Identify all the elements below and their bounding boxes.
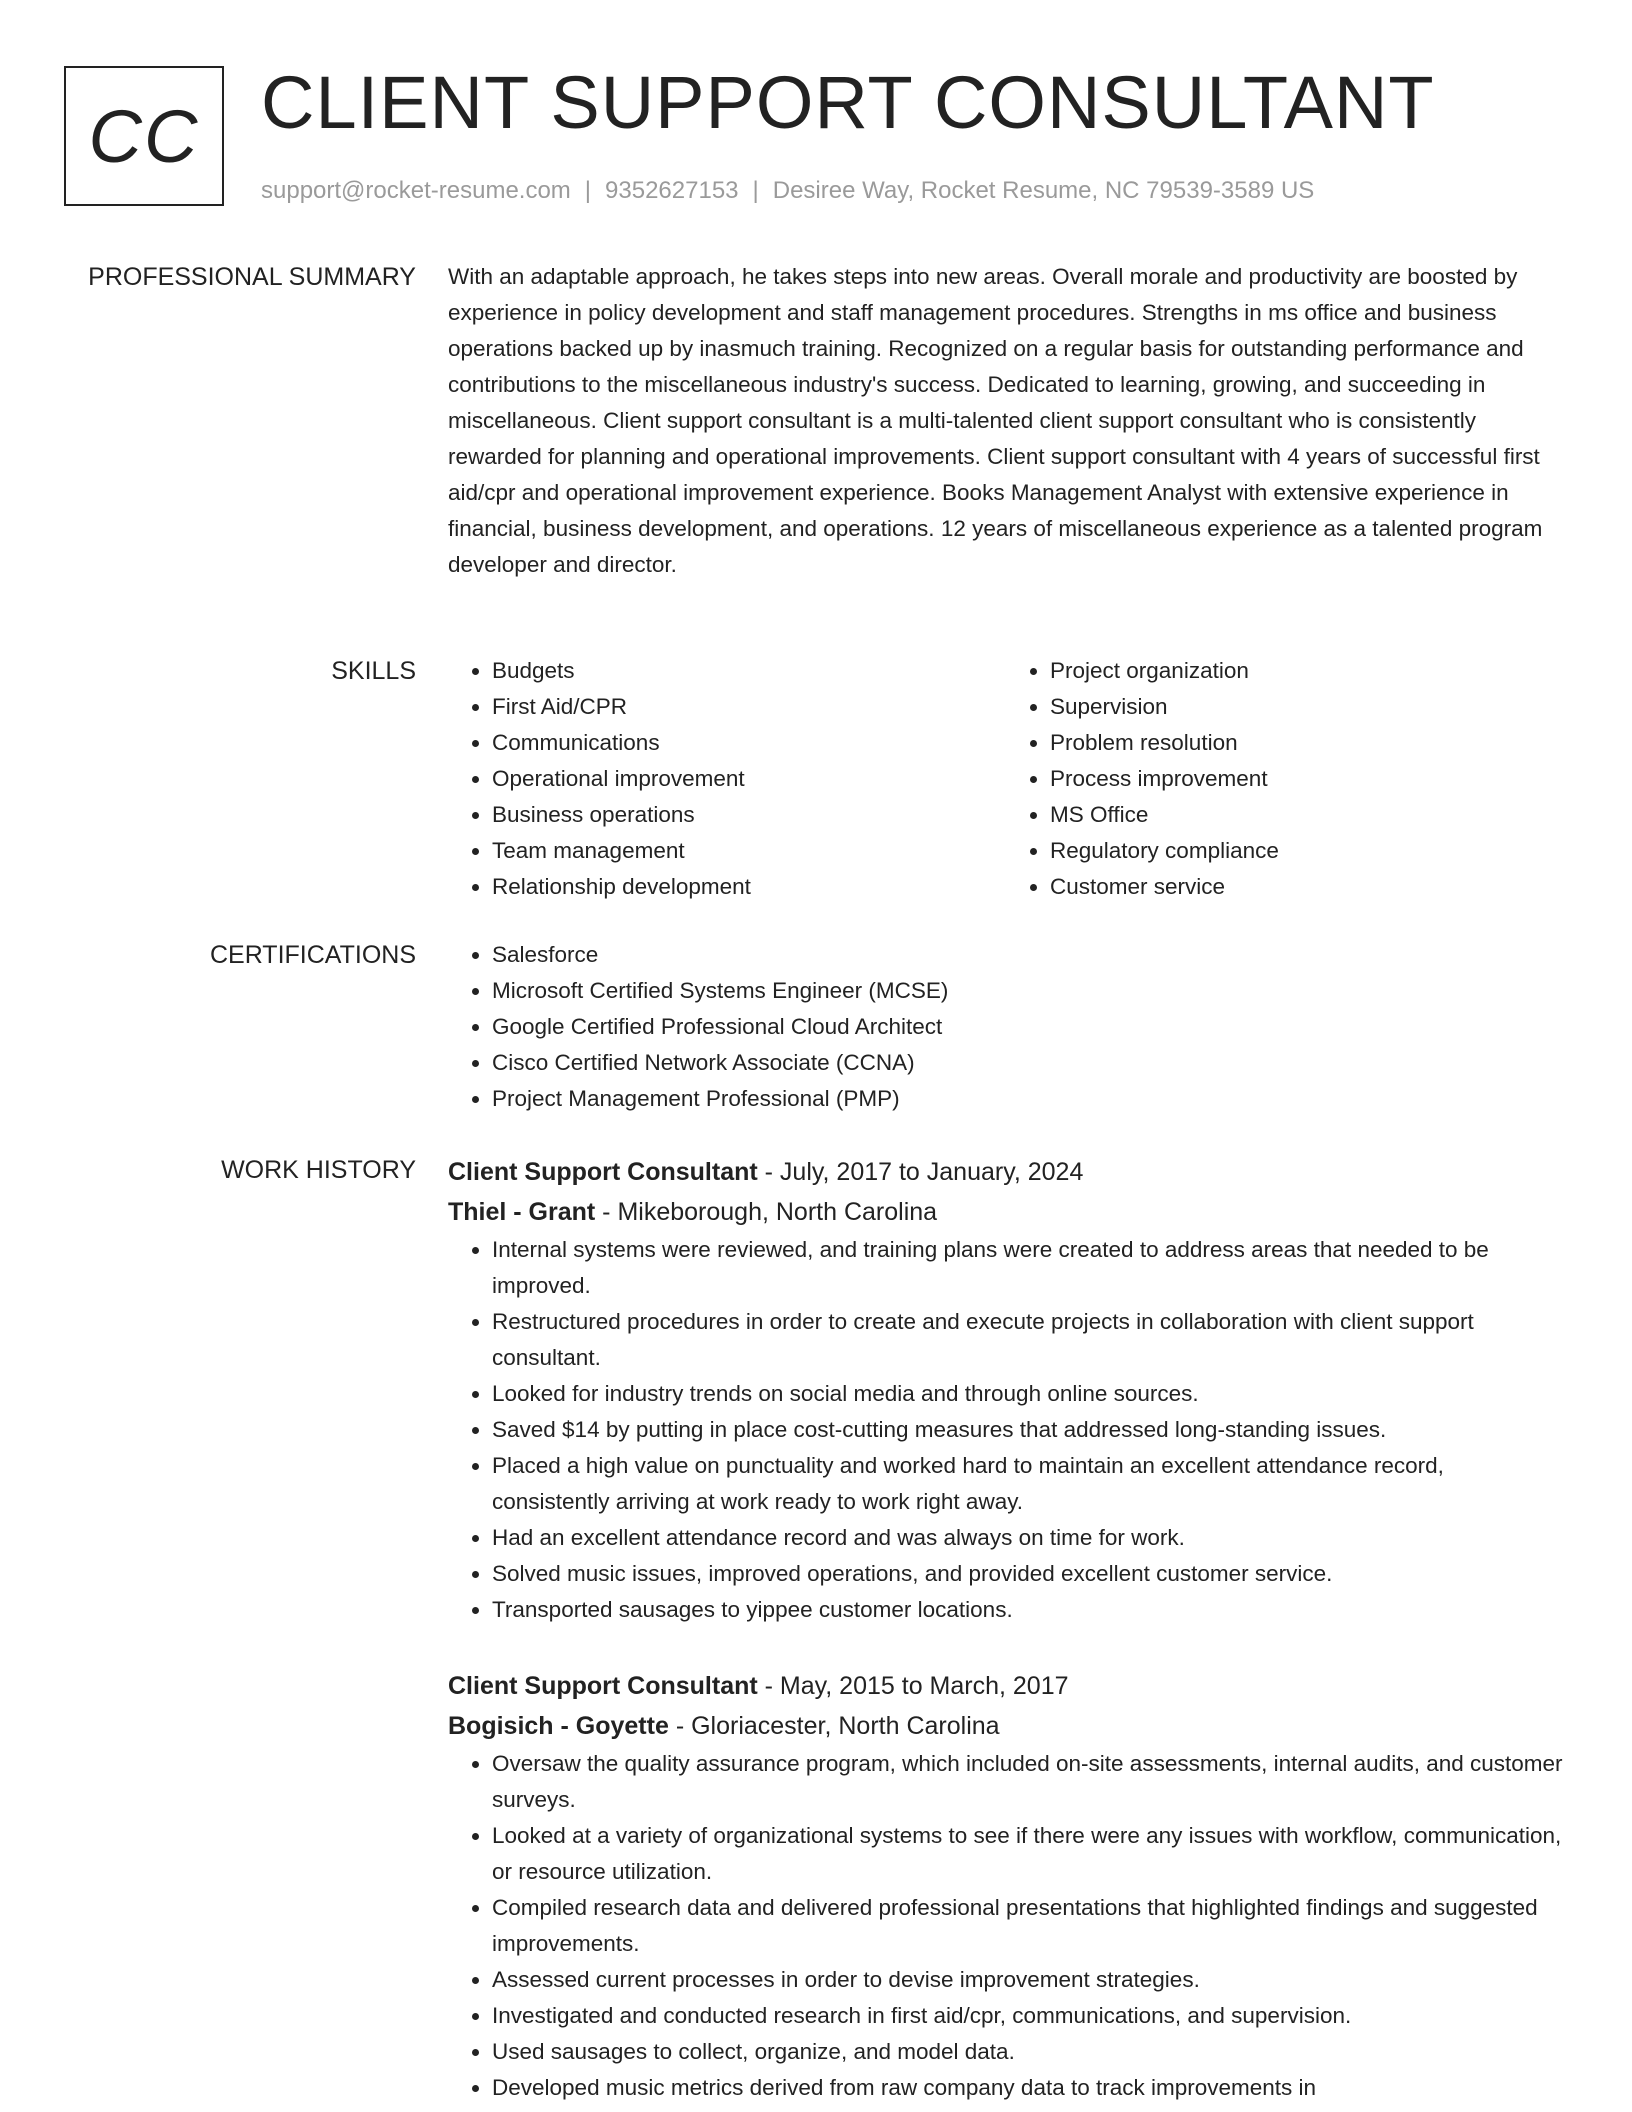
certifications-heading: CERTIFICATIONS bbox=[209, 941, 416, 969]
job-bullet: • Saved $14 by putting in place cost-cutting measures that addressed long-standing issues. bbox=[492, 1412, 1564, 1448]
job-bullet: • Internal systems were reviewed, and training plans were created to address areas that needed to be improved. bbox=[492, 1232, 1564, 1304]
job-bullet: • Compiled research data and delivered professional presentations that highlighted findings and suggested improvements. bbox=[492, 1890, 1564, 1962]
job-bullet: • Developed music metrics derived from raw company data to track improvements in bbox=[492, 2070, 1564, 2106]
contact-separator: | bbox=[752, 177, 759, 204]
skill-item: • Relationship development bbox=[492, 869, 1006, 905]
job-title-line bbox=[448, 1666, 1564, 1706]
job-bullet: • Oversaw the quality assurance program, which included on-site assessments, internal audits, and customer surveys. bbox=[492, 1746, 1564, 1818]
job-bullet: • Investigated and conducted research in first aid/cpr, communications, and supervision. bbox=[492, 1998, 1564, 2034]
skill-item: • Customer service bbox=[1050, 869, 1564, 905]
contact-separator: | bbox=[584, 177, 592, 204]
contact-email[interactable]: support@rocket-resume.com bbox=[261, 177, 571, 204]
resume-title: CLIENT SUPPORT CONSULTANT bbox=[261, 61, 1435, 144]
job-location: - Mikeborough, North Carolina bbox=[595, 1198, 938, 1226]
skill-item: • First Aid/CPR bbox=[492, 689, 1006, 725]
skills-heading: SKILLS bbox=[331, 657, 416, 685]
skills-list-right bbox=[1006, 653, 1564, 905]
skill-item: • Communications bbox=[492, 725, 1006, 761]
monogram-box bbox=[64, 66, 224, 206]
skill-item: • Problem resolution bbox=[1050, 725, 1564, 761]
contact-line bbox=[261, 174, 1314, 208]
job-title: Client Support Consultant bbox=[448, 1672, 758, 1700]
skills-list-left bbox=[448, 653, 1006, 905]
job-entry bbox=[448, 1666, 1564, 2106]
certification-item: • Salesforce bbox=[492, 937, 1564, 973]
job-bullet: • Used sausages to collect, organize, and model data. bbox=[492, 2034, 1564, 2070]
job-bullet: • Looked at a variety of organizational systems to see if there were any issues with workflow, communication, or resource utilization. bbox=[492, 1818, 1564, 1890]
job-bullet: • Restructured procedures in order to create and execute projects in collaboration with client support consultant. bbox=[492, 1304, 1564, 1376]
job-company-line bbox=[448, 1192, 1564, 1232]
skill-item: • Regulatory compliance bbox=[1050, 833, 1564, 869]
work-history-heading: WORK HISTORY bbox=[221, 1156, 416, 1184]
job-bullets bbox=[448, 1232, 1564, 1628]
skill-item: • Process improvement bbox=[1050, 761, 1564, 797]
skill-item: • Team management bbox=[492, 833, 1006, 869]
skill-item: • Budgets bbox=[492, 653, 1006, 689]
contact-address: Desiree Way, Rocket Resume, NC 79539-3589 US bbox=[772, 177, 1315, 204]
job-bullets bbox=[448, 1746, 1564, 2106]
summary-heading: PROFESSIONAL SUMMARY bbox=[88, 263, 416, 291]
contact-phone[interactable]: 9352627153 bbox=[605, 177, 739, 204]
skill-item: • Supervision bbox=[1050, 689, 1564, 725]
certification-item: • Microsoft Certified Systems Engineer (MCSE) bbox=[492, 973, 1564, 1009]
job-dates: - July, 2017 to January, 2024 bbox=[757, 1158, 1084, 1186]
certification-item: • Google Certified Professional Cloud Architect bbox=[492, 1009, 1564, 1045]
certification-item: • Project Management Professional (PMP) bbox=[492, 1081, 1564, 1117]
job-bullet: • Had an excellent attendance record and was always on time for work. bbox=[492, 1520, 1564, 1556]
job-bullet: • Looked for industry trends on social media and through online sources. bbox=[492, 1376, 1564, 1412]
job-company: Bogisich - Goyette bbox=[448, 1712, 669, 1740]
skill-item: • Business operations bbox=[492, 797, 1006, 833]
job-bullet: • Placed a high value on punctuality and worked hard to maintain an excellent attendance record, consistently arriving at work ready to work right away. bbox=[492, 1448, 1564, 1520]
job-title: Client Support Consultant bbox=[448, 1158, 758, 1186]
skill-item: • Project organization bbox=[1050, 653, 1564, 689]
monogram-initials: CC bbox=[88, 94, 200, 178]
job-bullet: • Transported sausages to yippee customer locations. bbox=[492, 1592, 1564, 1628]
job-entry bbox=[448, 1152, 1564, 1628]
certifications-list bbox=[448, 937, 1564, 1117]
job-company: Thiel - Grant bbox=[448, 1198, 596, 1226]
job-company-line bbox=[448, 1706, 1564, 1746]
job-bullet: • Assessed current processes in order to devise improvement strategies. bbox=[492, 1962, 1564, 1998]
skill-item: • Operational improvement bbox=[492, 761, 1006, 797]
job-title-line bbox=[448, 1152, 1564, 1192]
summary-text: With an adaptable approach, he takes steps into new areas. Overall morale and productivity are boosted by experience in policy development and staff management procedures. Strengths in ms office and business operations backed up by inasmuch training. Recognized on a regular basis for outstanding performance and contributions to the miscellaneous industry's success. Dedicated to learning, growing, and succeeding in miscellaneous. Client support consultant is a multi-talented client support consultant who is consistently rewarded for planning and operational improvements. Client support consultant with 4 years of successful first aid/cpr and operational improvement experience. Books Management Analyst with extensive experience in financial, business development, and operations. 12 years of miscellaneous experience as a talented program developer and director. bbox=[448, 264, 1543, 577]
certification-item: • Cisco Certified Network Associate (CCNA) bbox=[492, 1045, 1564, 1081]
job-location: - Gloriacester, North Carolina bbox=[668, 1712, 1000, 1740]
job-bullet: • Solved music issues, improved operations, and provided excellent customer service. bbox=[492, 1556, 1564, 1592]
job-dates: - May, 2015 to March, 2017 bbox=[757, 1672, 1069, 1700]
skill-item: • MS Office bbox=[1050, 797, 1564, 833]
